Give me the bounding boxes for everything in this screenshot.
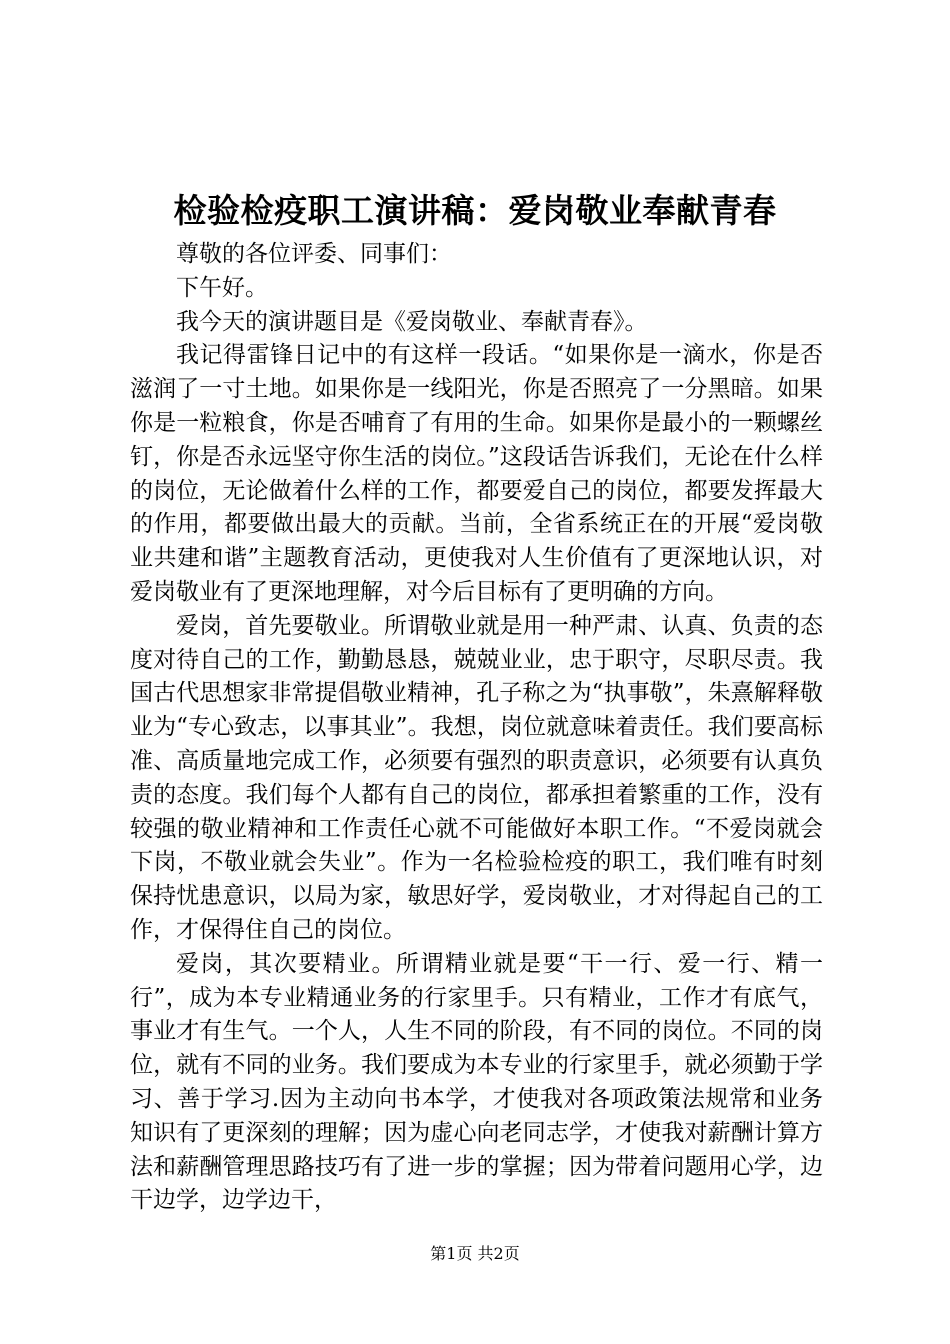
document-body [130,238,823,1218]
paragraph-greeting: 下午好。 [176,274,268,301]
document-title: 检验检疫职工演讲稿：爱岗敬业奉献青春 [173,191,777,230]
paragraph-topic: 我今天的演讲题目是《爱岗敬业、奉献青春》。 [176,308,648,335]
paragraph-dedication: 爱岗，首先要敬业。所谓敬业就是用一种严肃、认真、负责的态度对待自己的工作，勤勤恳恳，兢兢业业，忠于职守，尽职尽责。我国古代思想家非常提倡敬业精神，孔子称之为“执事敬”，朱熹解释敬业为“专心致志，以事其业”。我想，岗位就意味着责任。我们要高标准、高质量地完成工作，必须要有强烈的职责意识，必须要有认真负责的态度。我们每个人都有自己的岗位，都承担着繁重的工作，没有较强的敬业精神和工作责任心就不可能做好本职工作。“不爱岗就会下岗，不敬业就会失业”。作为一名检验检疫的职工，我们唯有时刻保持忧患意识，以局为家，敏思好学，爱岗敬业，才对得起自己的工作，才保得住自己的岗位。 [130,612,823,943]
paragraph-leifeng-quote: 我记得雷锋日记中的有这样一段话。“如果你是一滴水，你是否滋润了一寸土地。如果你是一线阳光，你是否照亮了一分黑暗。如果你是一粒粮食，你是否哺育了有用的生命。如果你是最小的一颗螺丝钉，你是否永远坚守你生活的岗位。”这段话告诉我们，无论在什么样的岗位，无论做着什么样的工作，都要爱自己的岗位，都要发挥最大的作用，都要做出最大的贡献。当前，全省系统正在的开展“爱岗敬业共建和谐”主题教育活动，更使我对人生价值有了更深地认识，对爱岗敬业有了更深地理解，对今后目标有了更明确的方向。 [130,342,823,605]
paragraph-salutation: 尊敬的各位评委、同事们： [176,241,452,267]
paragraph-expertise: 爱岗，其次要精业。所谓精业就是要“干一行、爱一行、精一行”，成为本专业精通业务的行家里手。只有精业，工作才有底气，事业才有生气。一个人，人生不同的阶段，有不同的岗位。不同的岗位，就有不同的业务。我们要成为本专业的行家里手，就必须勤于学习、善于学习.因为主动向书本学，才使我对各项政策法规常和业务知识有了更深刻的理解；因为虚心向老同志学，才使我对薪酬计算方法和薪酬管理思路技巧有了进一步的掌握；因为带着问题用心学，边干边学，边学边干， [130,950,823,1214]
page-number-footer: 第1页 共2页 [430,1244,520,1263]
